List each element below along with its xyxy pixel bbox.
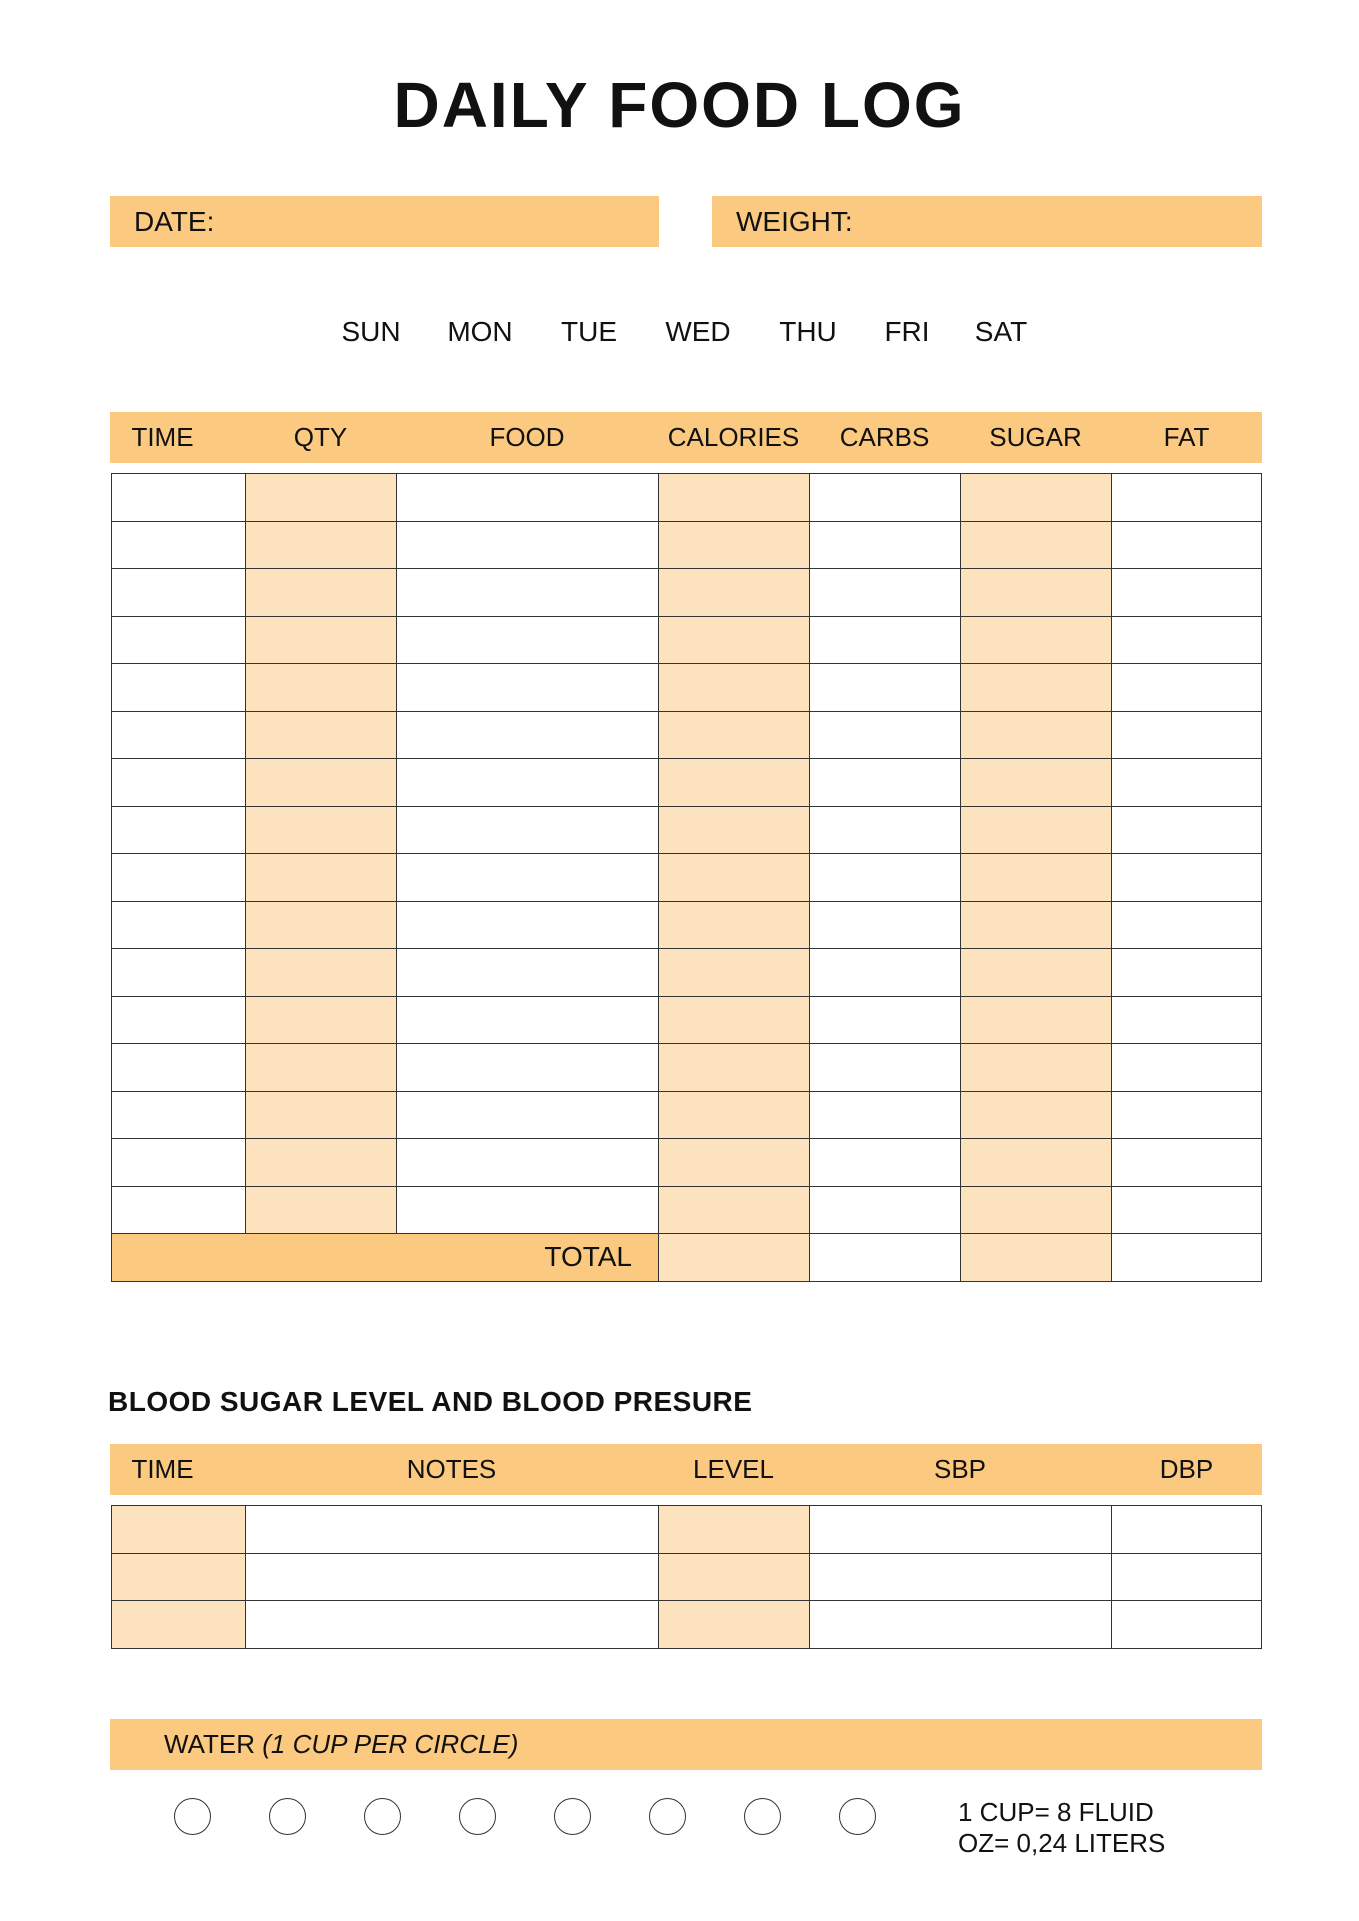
cell-fat[interactable] <box>1112 949 1262 997</box>
blood-table-header <box>110 1444 1262 1495</box>
cell-notes[interactable] <box>246 1601 659 1649</box>
cell-fat[interactable] <box>1112 521 1262 569</box>
water-header <box>110 1719 1262 1770</box>
cell-time[interactable] <box>112 711 246 759</box>
cell-time[interactable] <box>112 1139 246 1187</box>
table-row <box>112 569 1262 617</box>
cell-time[interactable] <box>112 664 246 712</box>
cell-qty[interactable] <box>246 1186 397 1234</box>
cell-calories[interactable] <box>659 854 810 902</box>
cell-qty[interactable] <box>246 1139 397 1187</box>
cell-qty[interactable] <box>246 521 397 569</box>
cell-fat[interactable] <box>1112 1139 1262 1187</box>
day-tue[interactable]: TUE <box>561 316 617 347</box>
cell-sugar[interactable] <box>961 996 1112 1044</box>
table-row <box>112 1044 1262 1092</box>
cell-level[interactable] <box>659 1553 810 1601</box>
cell-calories[interactable] <box>659 616 810 664</box>
cell-fat[interactable] <box>1112 1091 1262 1139</box>
day-fri[interactable]: FRI <box>884 316 930 347</box>
cell-calories[interactable] <box>659 996 810 1044</box>
table-row <box>112 854 1262 902</box>
cell-food[interactable] <box>397 1139 659 1187</box>
cell-notes[interactable] <box>246 1553 659 1601</box>
cell-dbp[interactable] <box>1112 1506 1262 1554</box>
cell-carbs[interactable] <box>810 569 961 617</box>
cell-time[interactable] <box>112 474 246 522</box>
water-cup-circle[interactable] <box>649 1798 686 1835</box>
cell-food[interactable] <box>397 569 659 617</box>
cell-qty[interactable] <box>246 711 397 759</box>
cell-time[interactable] <box>112 569 246 617</box>
cell-sbp[interactable] <box>810 1553 1112 1601</box>
cell-carbs[interactable] <box>810 1091 961 1139</box>
header-fat: FAT <box>1163 422 1210 452</box>
total-carbs[interactable] <box>810 1234 961 1282</box>
header-qty: QTY <box>293 422 348 452</box>
cell-food[interactable] <box>397 474 659 522</box>
total-calories[interactable] <box>659 1234 810 1282</box>
water-cup-circle[interactable] <box>174 1798 211 1835</box>
cell-fat[interactable] <box>1112 854 1262 902</box>
cell-fat[interactable] <box>1112 806 1262 854</box>
cell-food[interactable] <box>397 996 659 1044</box>
cell-qty[interactable] <box>246 569 397 617</box>
cell-fat[interactable] <box>1112 1186 1262 1234</box>
total-sugar[interactable] <box>961 1234 1112 1282</box>
table-row <box>112 1091 1262 1139</box>
table-row <box>112 759 1262 807</box>
water-cup-circle[interactable] <box>554 1798 591 1835</box>
cell-sugar[interactable] <box>961 806 1112 854</box>
water-label: WATER <box>164 1729 255 1759</box>
cell-carbs[interactable] <box>810 664 961 712</box>
cell-food[interactable] <box>397 806 659 854</box>
cell-qty[interactable] <box>246 996 397 1044</box>
cell-time[interactable] <box>112 616 246 664</box>
cell-food[interactable] <box>397 1091 659 1139</box>
day-thu[interactable]: THU <box>779 316 837 347</box>
table-row <box>112 1186 1262 1234</box>
cell-time[interactable] <box>112 759 246 807</box>
cell-carbs[interactable] <box>810 949 961 997</box>
cell-fat[interactable] <box>1112 1044 1262 1092</box>
blood-header-sbp: SBP <box>933 1454 987 1484</box>
water-cup-circle[interactable] <box>269 1798 306 1835</box>
table-row <box>112 901 1262 949</box>
cell-time[interactable] <box>112 854 246 902</box>
cell-sugar[interactable] <box>961 474 1112 522</box>
cell-fat[interactable] <box>1112 664 1262 712</box>
cell-calories[interactable] <box>659 474 810 522</box>
table-row <box>112 1506 1262 1554</box>
cell-sugar[interactable] <box>961 1044 1112 1092</box>
total-fat[interactable] <box>1112 1234 1262 1282</box>
cell-calories[interactable] <box>659 521 810 569</box>
water-conversion <box>958 1797 1165 1859</box>
day-sun[interactable]: SUN <box>341 316 401 347</box>
cell-fat[interactable] <box>1112 616 1262 664</box>
cell-sugar[interactable] <box>961 521 1112 569</box>
cell-carbs[interactable] <box>810 474 961 522</box>
date-field[interactable] <box>110 196 659 247</box>
weight-field[interactable] <box>712 196 1262 247</box>
cell-calories[interactable] <box>659 1139 810 1187</box>
cell-sbp[interactable] <box>810 1506 1112 1554</box>
cell-sugar[interactable] <box>961 949 1112 997</box>
cell-calories[interactable] <box>659 901 810 949</box>
table-row <box>112 711 1262 759</box>
food-table-header <box>110 412 1262 463</box>
conversion-line-1: 1 CUP= 8 FLUID <box>958 1797 1154 1827</box>
cell-fat[interactable] <box>1112 759 1262 807</box>
table-row <box>112 616 1262 664</box>
cell-sugar[interactable] <box>961 759 1112 807</box>
water-cup-circle[interactable] <box>364 1798 401 1835</box>
cell-time[interactable] <box>112 949 246 997</box>
cell-food[interactable] <box>397 616 659 664</box>
cell-food[interactable] <box>397 1186 659 1234</box>
cell-time[interactable] <box>112 521 246 569</box>
total-row <box>112 1234 1262 1282</box>
cell-qty[interactable] <box>246 759 397 807</box>
cell-calories[interactable] <box>659 1186 810 1234</box>
cell-qty[interactable] <box>246 474 397 522</box>
cell-fat[interactable] <box>1112 996 1262 1044</box>
conversion-line-2: OZ= 0,24 LITERS <box>958 1828 1166 1858</box>
blood-header-time: TIME <box>131 1454 194 1484</box>
cell-fat[interactable] <box>1112 711 1262 759</box>
blood-table <box>111 1505 1262 1649</box>
water-cup-circle[interactable] <box>744 1798 781 1835</box>
cell-carbs[interactable] <box>810 1044 961 1092</box>
cell-qty[interactable] <box>246 1091 397 1139</box>
cell-carbs[interactable] <box>810 711 961 759</box>
cell-qty[interactable] <box>246 854 397 902</box>
cell-sugar[interactable] <box>961 664 1112 712</box>
cell-carbs[interactable] <box>810 616 961 664</box>
cell-carbs[interactable] <box>810 521 961 569</box>
page-title: DAILY FOOD LOG <box>393 69 966 141</box>
total-label: TOTAL <box>112 1234 659 1282</box>
cell-calories[interactable] <box>659 949 810 997</box>
cell-calories[interactable] <box>659 1044 810 1092</box>
table-row <box>112 996 1262 1044</box>
header-sugar: SUGAR <box>989 422 1082 452</box>
day-mon[interactable]: MON <box>447 316 513 347</box>
cell-calories[interactable] <box>659 569 810 617</box>
header-calories: CALORIES <box>667 422 800 452</box>
water-cup-circle[interactable] <box>839 1798 876 1835</box>
table-row <box>112 1139 1262 1187</box>
cell-qty[interactable] <box>246 1044 397 1092</box>
water-cup-circle[interactable] <box>459 1798 496 1835</box>
cell-calories[interactable] <box>659 711 810 759</box>
cell-fat[interactable] <box>1112 569 1262 617</box>
cell-time[interactable] <box>112 1091 246 1139</box>
cell-notes[interactable] <box>246 1506 659 1554</box>
table-row <box>112 949 1262 997</box>
cell-food[interactable] <box>397 521 659 569</box>
cell-sugar[interactable] <box>961 711 1112 759</box>
cell-time[interactable] <box>112 1553 246 1601</box>
cell-sugar[interactable] <box>961 1186 1112 1234</box>
cell-time[interactable] <box>112 806 246 854</box>
cell-sugar[interactable] <box>961 901 1112 949</box>
cell-fat[interactable] <box>1112 901 1262 949</box>
cell-time[interactable] <box>112 1186 246 1234</box>
cell-qty[interactable] <box>246 616 397 664</box>
food-table <box>111 473 1262 1282</box>
cell-food[interactable] <box>397 664 659 712</box>
cell-dbp[interactable] <box>1112 1553 1262 1601</box>
table-row <box>112 664 1262 712</box>
cell-carbs[interactable] <box>810 1186 961 1234</box>
water-note: (1 CUP PER CIRCLE) <box>262 1729 519 1759</box>
cell-time[interactable] <box>112 901 246 949</box>
table-row <box>112 1601 1262 1649</box>
cell-carbs[interactable] <box>810 996 961 1044</box>
day-sat[interactable]: SAT <box>974 316 1028 347</box>
cell-carbs[interactable] <box>810 806 961 854</box>
cell-sugar[interactable] <box>961 854 1112 902</box>
cell-time[interactable] <box>112 996 246 1044</box>
table-row <box>112 521 1262 569</box>
cell-qty[interactable] <box>246 806 397 854</box>
weight-label: WEIGHT: <box>736 206 853 237</box>
day-selector <box>0 312 1359 352</box>
table-row <box>112 806 1262 854</box>
cell-sugar[interactable] <box>961 1139 1112 1187</box>
cell-fat[interactable] <box>1112 474 1262 522</box>
cell-food[interactable] <box>397 759 659 807</box>
cell-food[interactable] <box>397 949 659 997</box>
cell-time[interactable] <box>112 1506 246 1554</box>
cell-qty[interactable] <box>246 949 397 997</box>
blood-header-notes: NOTES <box>406 1454 497 1484</box>
cell-carbs[interactable] <box>810 1139 961 1187</box>
cell-sugar[interactable] <box>961 616 1112 664</box>
cell-food[interactable] <box>397 854 659 902</box>
cell-carbs[interactable] <box>810 759 961 807</box>
cell-qty[interactable] <box>246 901 397 949</box>
blood-section-title: BLOOD SUGAR LEVEL AND BLOOD PRESURE <box>108 1386 753 1417</box>
cell-level[interactable] <box>659 1506 810 1554</box>
header-time: TIME <box>131 422 194 452</box>
header-food: FOOD <box>489 422 565 452</box>
cell-food[interactable] <box>397 901 659 949</box>
table-row <box>112 474 1262 522</box>
table-row <box>112 1553 1262 1601</box>
cell-calories[interactable] <box>659 806 810 854</box>
blood-header-dbp: DBP <box>1159 1454 1214 1484</box>
day-wed[interactable]: WED <box>665 316 731 347</box>
cell-food[interactable] <box>397 1044 659 1092</box>
cell-carbs[interactable] <box>810 901 961 949</box>
cell-calories[interactable] <box>659 759 810 807</box>
cell-dbp[interactable] <box>1112 1601 1262 1649</box>
cell-calories[interactable] <box>659 664 810 712</box>
cell-sugar[interactable] <box>961 1091 1112 1139</box>
cell-level[interactable] <box>659 1601 810 1649</box>
cell-calories[interactable] <box>659 1091 810 1139</box>
cell-time[interactable] <box>112 1601 246 1649</box>
cell-sugar[interactable] <box>961 569 1112 617</box>
cell-food[interactable] <box>397 711 659 759</box>
blood-header-level: LEVEL <box>693 1454 774 1484</box>
cell-sbp[interactable] <box>810 1601 1112 1649</box>
cell-time[interactable] <box>112 1044 246 1092</box>
cell-qty[interactable] <box>246 664 397 712</box>
cell-carbs[interactable] <box>810 854 961 902</box>
date-label: DATE: <box>134 206 215 237</box>
header-carbs: CARBS <box>839 422 930 452</box>
